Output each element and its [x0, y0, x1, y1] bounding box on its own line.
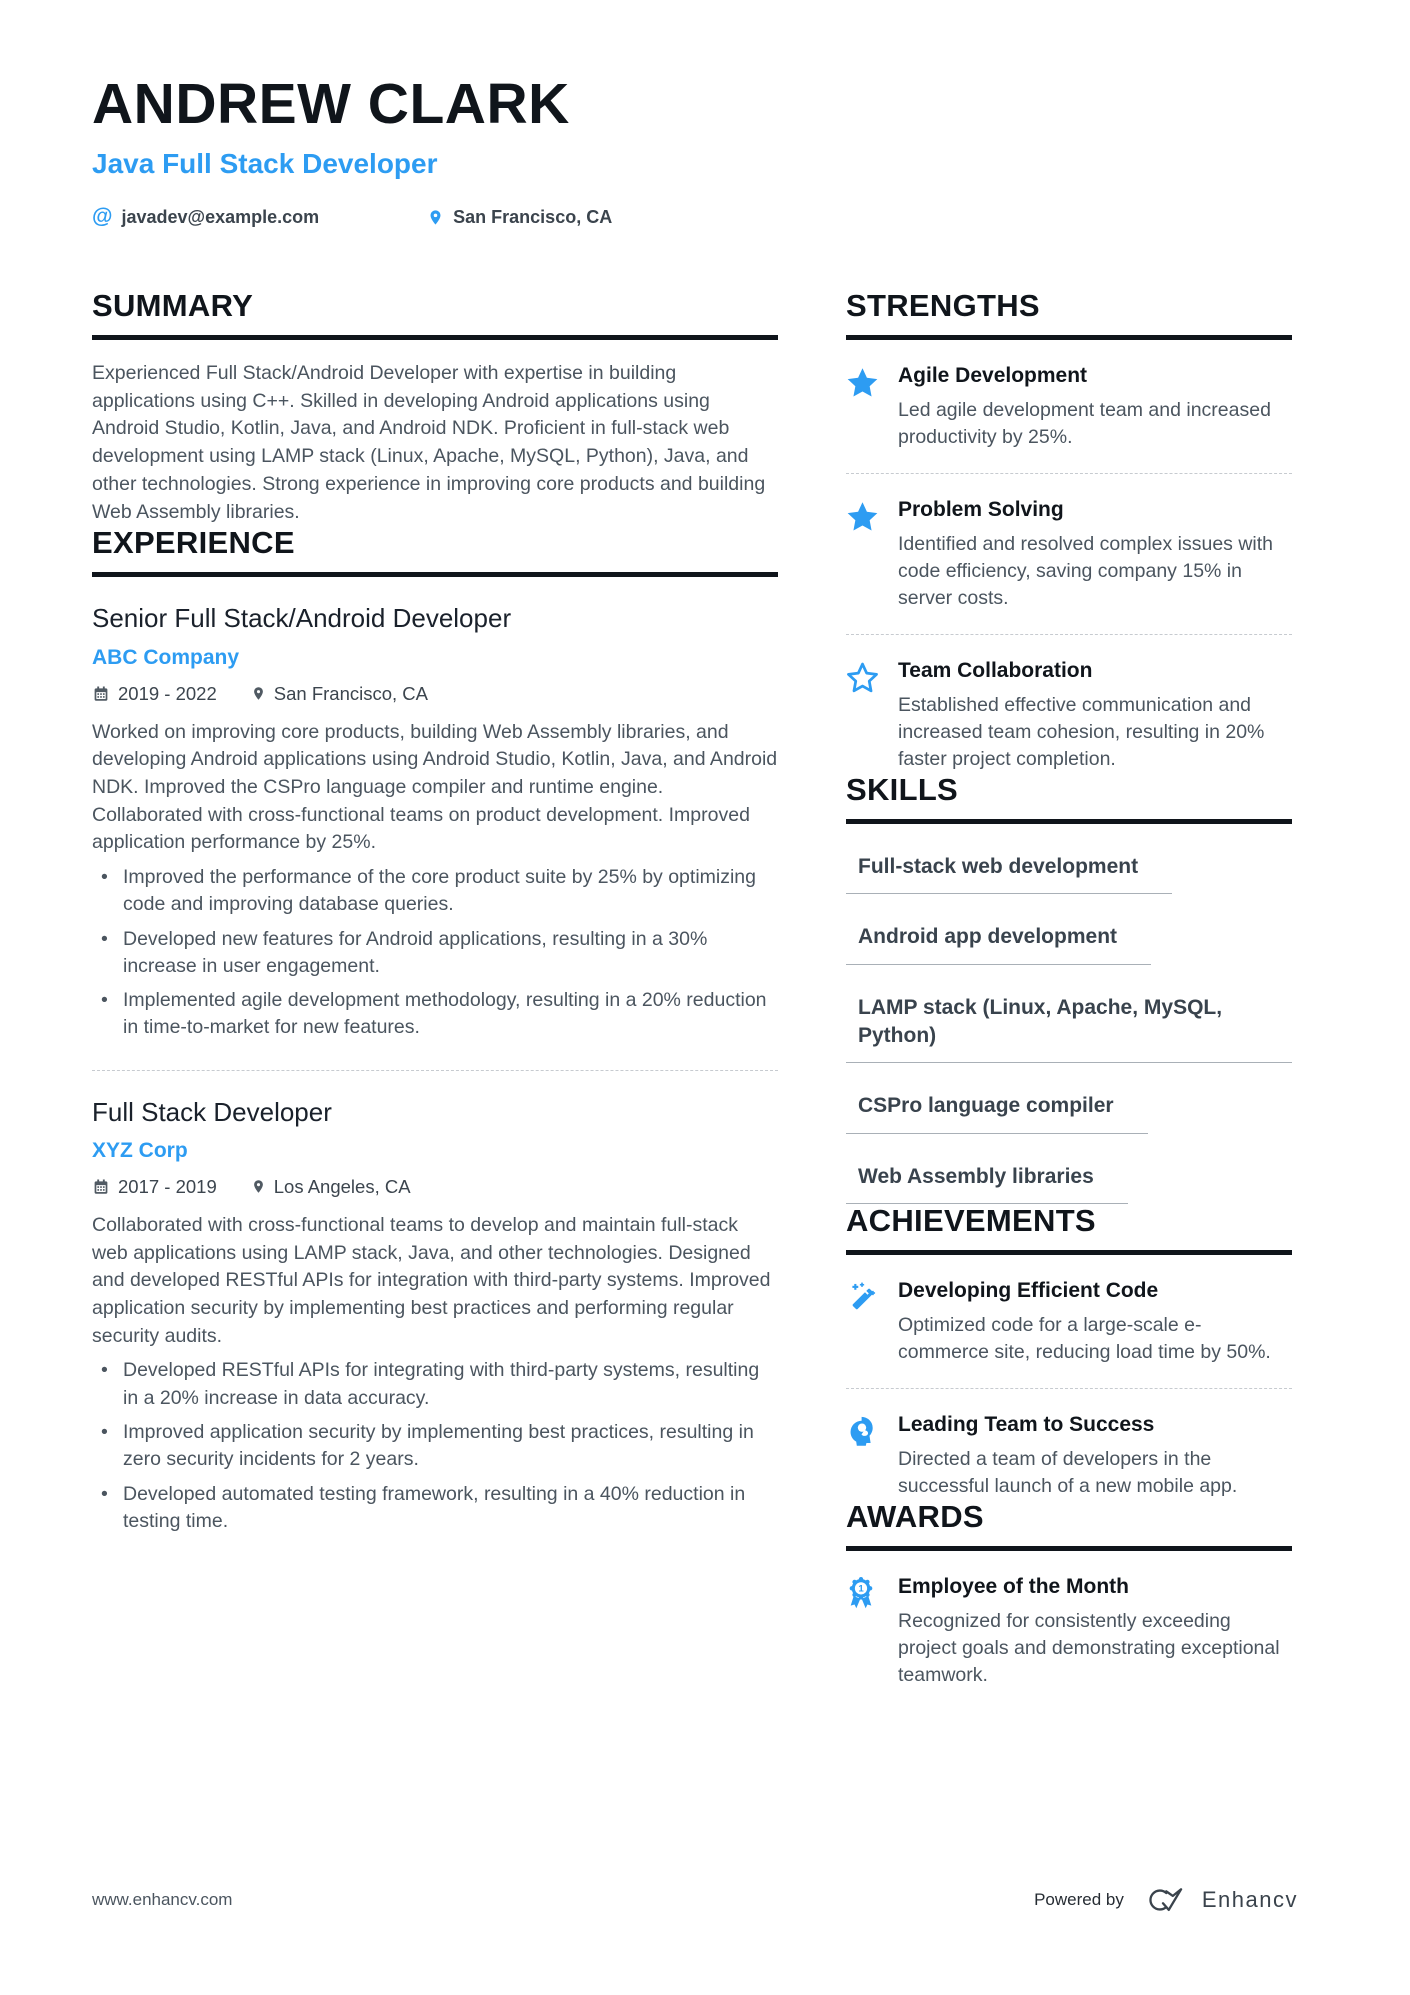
- strength-item: [846, 658, 1292, 773]
- awards-heading: AWARDS: [846, 1500, 1292, 1551]
- job-bullet: • Developed automated testing framework, resulting in a 40% reduction in testing time.: [92, 1481, 778, 1536]
- strength-text: Established effective communication and increased team cohesion, resulting in 20% faster project completion.: [898, 694, 1265, 770]
- powered-by[interactable]: [1034, 1885, 1298, 1915]
- job-location-value: Los Angeles, CA: [273, 1175, 411, 1197]
- job-dates-value: 2019 - 2022: [118, 682, 217, 704]
- job-location: [251, 683, 428, 705]
- job-meta: [92, 683, 778, 705]
- achievement-title: Developing Efficient Code: [898, 1279, 1159, 1303]
- header: [92, 72, 1298, 229]
- company-link[interactable]: ABC Company: [92, 645, 240, 669]
- summary-text: Experienced Full Stack/Android Developer with expertise in building applications using C++. Skilled in developing Android applications using Android Studio, Kotlin, Java, and Android NDK. Proficient in full-stack web development using LAMP stack (Linux, Apache, MySQL, Python), Java, and other technologies. Strong experience in improving core products and building Web Assembly libraries.: [92, 362, 766, 523]
- achievement-text: Directed a team of developers in the successful launch of a new mobile app.: [898, 1448, 1238, 1498]
- head-idea-icon: [846, 1412, 882, 1500]
- star-filled-icon: [846, 363, 882, 451]
- skill-row: [846, 853, 1292, 894]
- skill-row: [846, 1163, 1292, 1204]
- experience-heading: EXPERIENCE: [92, 526, 778, 577]
- location-contact: [427, 207, 612, 228]
- job-dates: [92, 683, 217, 705]
- at-icon: @: [92, 205, 113, 228]
- strength-title: Agile Development: [898, 364, 1088, 388]
- job-bullet: • Developed RESTful APIs for integrating with third-party systems, resulting in a 20% increase in data accuracy.: [92, 1357, 778, 1412]
- achievement-title: Leading Team to Success: [898, 1413, 1155, 1437]
- job-bullet-list: [92, 1357, 778, 1535]
- content-columns: [92, 289, 1298, 1689]
- job-bullet: • Developed new features for Android applications, resulting in a 30% increase in user engagement.: [92, 926, 778, 981]
- achievement-item: [846, 1278, 1292, 1366]
- job-title: Senior Full Stack/Android Developer: [92, 603, 512, 634]
- brand-name: Enhancv: [1201, 1887, 1298, 1912]
- achievement-body: [898, 1412, 1292, 1500]
- person-job-title: Java Full Stack Developer: [92, 148, 438, 179]
- strength-text: Identified and resolved complex issues with code efficiency, saving company 15% in server costs.: [898, 533, 1274, 610]
- location-pin-icon: [427, 207, 444, 228]
- achievement-item: [846, 1412, 1292, 1500]
- strength-body: [898, 497, 1292, 612]
- job-bullet: • Improved application security by implementing best practices, resulting in zero security incidents for 2 years.: [92, 1419, 778, 1474]
- achievement-divider: [846, 1388, 1292, 1389]
- magic-wand-icon: [846, 1278, 882, 1366]
- calendar-icon: [92, 1178, 110, 1196]
- calendar-icon: [92, 685, 110, 703]
- summary-heading: SUMMARY: [92, 289, 778, 340]
- medal-first-place-icon: [846, 1574, 882, 1689]
- job-dates: [92, 1176, 217, 1198]
- strength-item: [846, 363, 1292, 451]
- job-divider: [92, 1070, 778, 1071]
- job-bullet-list: [92, 864, 778, 1042]
- job-title: Full Stack Developer: [92, 1096, 332, 1127]
- skill-item: Web Assembly libraries: [846, 1163, 1128, 1204]
- powered-by-label: Powered by: [1034, 1890, 1124, 1909]
- person-name: ANDREW CLARK: [92, 72, 570, 136]
- location-pin-icon: [251, 684, 266, 703]
- award-title: Employee of the Month: [898, 1575, 1129, 1599]
- award-body: [898, 1574, 1292, 1689]
- skill-row: [846, 1092, 1292, 1133]
- right-column: [846, 289, 1292, 1689]
- job-description: Worked on improving core products, building Web Assembly libraries, and developing Android applications using Android Studio, Kotlin, Java, and Android NDK. Improved the CSPro language compiler and runtime engine. Collaborated with cross-functional teams on product development. Improved application performance by 25%.: [92, 720, 778, 854]
- left-column: [92, 289, 778, 1689]
- job-bullet: • Improved the performance of the core product suite by 25% by optimizing code and improving database queries.: [92, 864, 778, 919]
- strength-title: Team Collaboration: [898, 659, 1093, 682]
- star-filled-icon: [846, 497, 882, 612]
- achievement-body: [898, 1278, 1292, 1366]
- job-location: [251, 1176, 411, 1198]
- skill-row: [846, 994, 1292, 1064]
- contact-row: [92, 205, 1298, 229]
- strength-divider: [846, 473, 1292, 474]
- company-link[interactable]: XYZ Corp: [92, 1138, 188, 1162]
- location-pin-icon: [251, 1177, 266, 1196]
- strength-item: [846, 497, 1292, 612]
- award-text: Recognized for consistently exceeding project goals and demonstrating exceptional teamwork.: [898, 1610, 1280, 1687]
- skill-item: Full-stack web development: [846, 853, 1172, 894]
- enhancv-logo-icon: [1140, 1885, 1186, 1915]
- email-value: javadev@example.com: [121, 206, 320, 227]
- strengths-heading: STRENGTHS: [846, 289, 1292, 340]
- skills-heading: SKILLS: [846, 773, 1292, 824]
- skill-item: Android app development: [846, 923, 1151, 964]
- strength-title: Problem Solving: [898, 498, 1064, 522]
- strength-text: Led agile development team and increased productivity by 25%.: [898, 399, 1271, 449]
- job-dates-value: 2017 - 2019: [118, 1175, 217, 1197]
- job-entry: [92, 1097, 778, 1535]
- star-outline-icon: [846, 658, 882, 773]
- strength-divider: [846, 634, 1292, 635]
- skill-item: LAMP stack (Linux, Apache, MySQL, Python): [846, 994, 1292, 1064]
- svg-text:1: 1: [858, 1583, 864, 1595]
- location-value: San Francisco, CA: [453, 206, 613, 227]
- award-item: [846, 1574, 1292, 1689]
- strength-body: [898, 363, 1292, 451]
- strength-body: [898, 658, 1292, 773]
- job-meta: [92, 1176, 778, 1198]
- email-contact[interactable]: [92, 205, 319, 229]
- job-location-value: San Francisco, CA: [273, 682, 428, 704]
- achievements-heading: ACHIEVEMENTS: [846, 1204, 1292, 1255]
- skill-row: [846, 923, 1292, 964]
- job-entry: [92, 603, 778, 1041]
- job-bullet: • Implemented agile development methodology, resulting in a 20% reduction in time-to-market for new features.: [92, 987, 778, 1042]
- job-description: Collaborated with cross-functional teams to develop and maintain full-stack web applications using LAMP stack, Java, and other technologies. Designed and developed RESTful APIs for integration with third-party systems. Improved application security by implementing best practices and performing regular security audits.: [92, 1213, 771, 1347]
- skill-item: CSPro language compiler: [846, 1092, 1148, 1133]
- footer: [92, 1885, 1298, 1915]
- footer-site-link[interactable]: www.enhancv.com: [92, 1890, 233, 1909]
- achievement-text: Optimized code for a large-scale e-commerce site, reducing load time by 50%.: [898, 1314, 1271, 1364]
